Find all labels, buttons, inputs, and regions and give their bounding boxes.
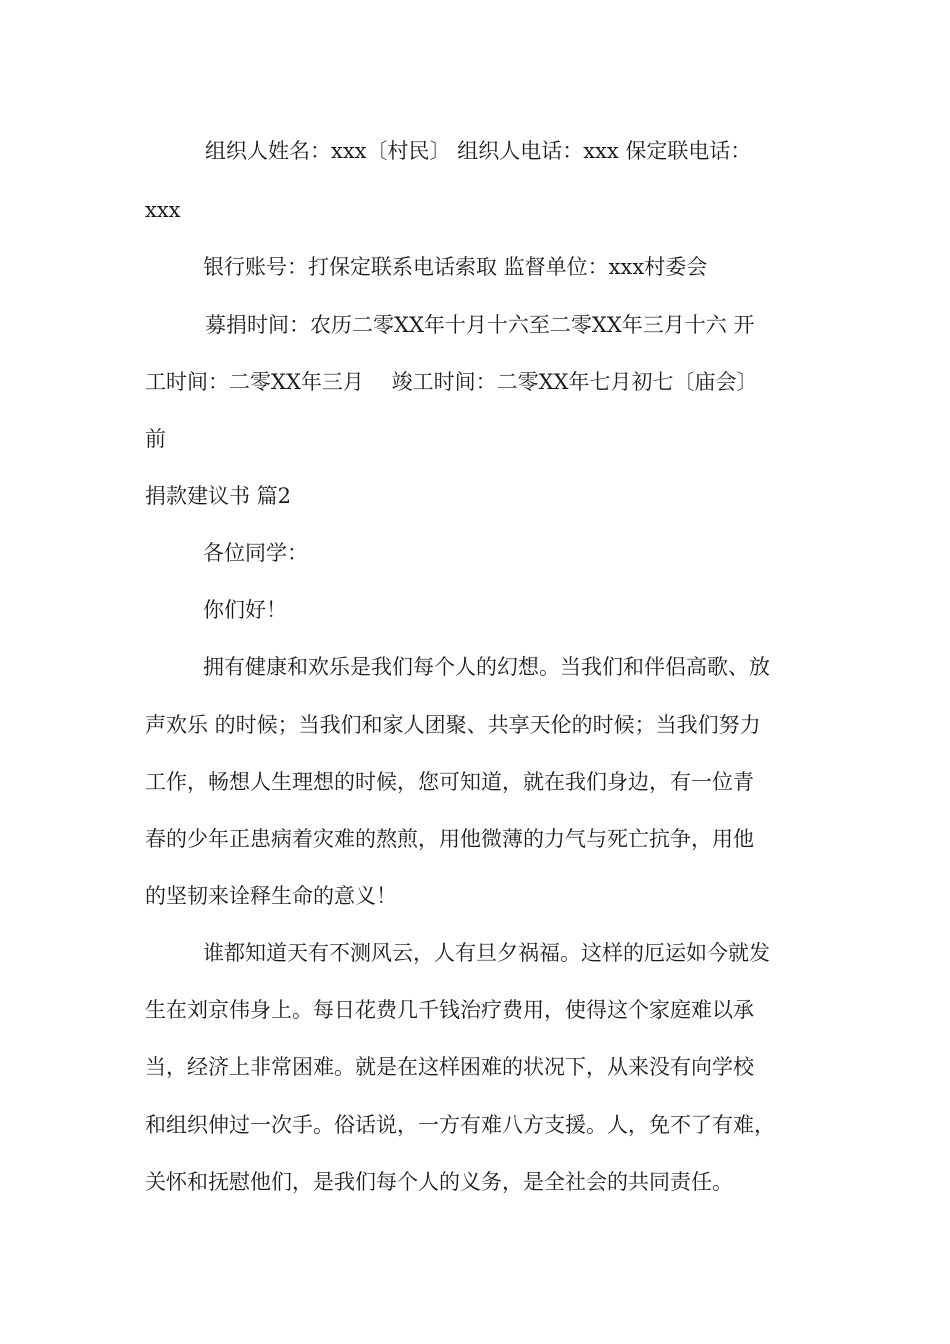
paragraph-1-line-3: 工作，畅想人生理想的时候，您可知道，就在我们身边，有一位青 (145, 770, 754, 794)
section-heading: 捐款建议书 篇2 (145, 484, 292, 508)
paragraph-1-line-5: 的坚韧来诠释生命的意义！ (145, 884, 397, 908)
paragraph-1-line-2: 声欢乐 的时候；当我们和家人团聚、共享天伦的时候；当我们努力 (145, 713, 761, 737)
salutation: 各位同学： (203, 541, 308, 565)
construction-time-continuation: 前 (145, 427, 166, 451)
construction-time-line: 工时间：二零XX年三月 竣工时间：二零XX年七月初七〔庙会〕 (145, 370, 758, 394)
paragraph-2-line-3: 当，经济上非常困难。就是在这样困难的状况下，从来没有向学校 (145, 1055, 754, 1079)
paragraph-2-line-4: 和组织伸过一次手。俗话说，一方有难八方支援。人，免不了有难， (145, 1113, 775, 1137)
greeting: 你们好！ (203, 598, 287, 622)
paragraph-2-line-2: 生在刘京伟身上。每日花费几千钱治疗费用，使得这个家庭难以承 (145, 998, 754, 1022)
paragraph-1-line-1: 拥有健康和欢乐是我们每个人的幻想。当我们和伴侣高歌、放 (203, 655, 770, 679)
fundraising-time-line: 募捐时间：农历二零XX年十月十六至二零XX年三月十六 开 (205, 313, 755, 337)
bank-account-line: 银行账号：打保定联系电话索取 监督单位：xxx村委会 (203, 255, 708, 279)
organizer-info-continuation: xxx (145, 198, 181, 222)
paragraph-1-line-4: 春的少年正患病着灾难的熬煎，用他微薄的力气与死亡抗争，用他 (145, 827, 754, 851)
paragraph-2-line-5: 关怀和抚慰他们，是我们每个人的义务，是全社会的共同责任。 (145, 1170, 733, 1194)
organizer-info-line: 组织人姓名：xxx〔村民〕 组织人电话：xxx 保定联电话： (205, 139, 752, 163)
paragraph-2-line-1: 谁都知道天有不测风云，人有旦夕祸福。这样的厄运如今就发 (203, 941, 770, 965)
